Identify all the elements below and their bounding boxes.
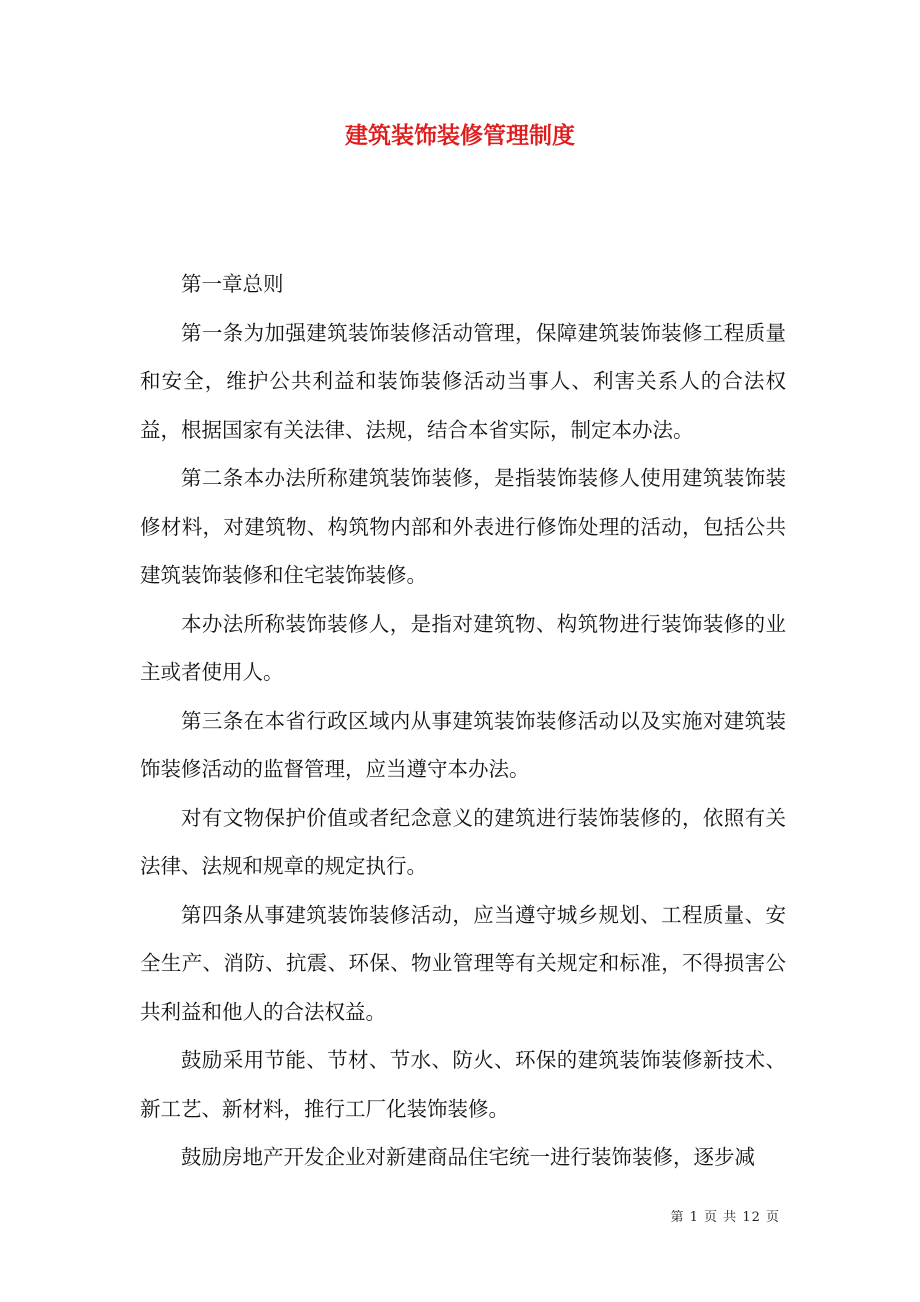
paragraph-4: 第三条在本省行政区域内从事建筑装饰装修活动以及实施对建筑装饰装修活动的监督管理，应当遵守本办法。 [140,708,786,781]
page-number-footer: 第 1 页 共 12 页 [670,1210,780,1225]
document-title: 建筑装饰装修管理制度 [345,122,575,149]
paragraph-7: 鼓励采用节能、节材、节水、防火、环保的建筑装饰装修新技术、新工艺、新材料，推行工厂化装饰装修。 [140,1048,786,1121]
paragraph-8: 鼓励房地产开发企业对新建商品住宅统一进行装饰装修，逐步减 [181,1145,755,1169]
paragraph-5: 对有文物保护价值或者纪念意义的建筑进行装饰装修的，依照有关法律、法规和规章的规定执行。 [140,805,786,878]
document-body [140,260,786,1182]
chapter-heading: 第一章总则 [181,272,284,296]
paragraph-6: 第四条从事建筑装饰装修活动，应当遵守城乡规划、工程质量、安全生产、消防、抗震、环保、物业管理等有关规定和标准，不得损害公共利益和他人的合法权益。 [140,902,786,1024]
paragraph-3: 本办法所称装饰装修人，是指对建筑物、构筑物进行装饰装修的业主或者使用人。 [140,611,786,684]
paragraph-2: 第二条本办法所称建筑装饰装修，是指装饰装修人使用建筑装饰装修材料，对建筑物、构筑物内部和外表进行修饰处理的活动，包括公共建筑装饰装修和住宅装饰装修。 [140,466,786,587]
paragraph-1: 第一条为加强建筑装饰装修活动管理，保障建筑装饰装修工程质量和安全，维护公共利益和装饰装修活动当事人、利害关系人的合法权益，根据国家有关法律、法规，结合本省实际，制定本办法。 [140,320,786,442]
